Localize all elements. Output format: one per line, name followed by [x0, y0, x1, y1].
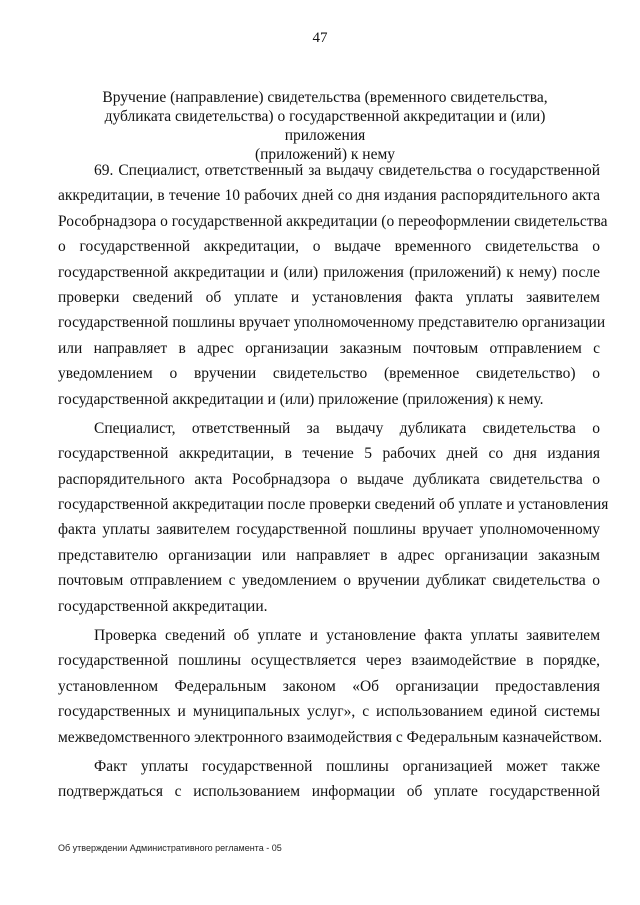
text-line: представителю организации или направляет в адрес организации заказным: [58, 546, 600, 564]
text-line: почтовым отправлением с уведомлением о вручении дубликат свидетельства о: [58, 572, 600, 590]
text-line: государственной аккредитации и (или) приложение (приложения) к нему.: [58, 390, 544, 408]
page-footer: Об утверждении Административного регламента - 05: [58, 843, 282, 853]
document-body: [58, 158, 609, 809]
section-title: [90, 88, 560, 164]
paragraph: [58, 754, 600, 805]
paragraph: [58, 416, 609, 619]
page-number: 47: [312, 30, 328, 46]
text-line: государственной аккредитации, в течение 5 рабочих дней со дня издания: [58, 445, 600, 463]
paragraph: [58, 158, 608, 412]
text-line: или направляет в адрес организации заказным почтовым отправлением с: [58, 339, 600, 357]
text-line: межведомственного электронного взаимодействия с Федеральным казначейством.: [58, 728, 603, 746]
text-line: факта уплаты заявителем государственной пошлины вручает уполномоченному: [58, 521, 600, 539]
title-line: (приложений) к нему: [254, 146, 396, 163]
text-line: государственной аккредитации и (или) приложения (приложений) к нему) после: [58, 263, 600, 281]
text-line: подтверждаться с использованием информации об уплате государственной: [58, 783, 600, 801]
text-line: проверки сведений об уплате и установления факта уплаты заявителем: [58, 288, 600, 306]
text-line: о государственной аккредитации, о выдаче временного свидетельства о: [58, 238, 600, 256]
text-line: государственной пошлины вручает уполномоченному представителю организации: [58, 314, 606, 332]
text-line: государственных и муниципальных услуг», с использованием единой системы: [58, 703, 600, 721]
text-line: государственной аккредитации после проверки сведений об уплате и установления: [58, 496, 609, 514]
text-line: Факт уплаты государственной пошлины организацией может также: [94, 757, 600, 775]
text-line: установленном Федеральным законом «Об организации предоставления: [58, 677, 600, 695]
text-line: Специалист, ответственный за выдачу дубликата свидетельства о: [94, 419, 600, 437]
text-line: государственной пошлины осуществляется через взаимодействие в порядке,: [58, 652, 600, 670]
text-line: Рособрнадзора о государственной аккредитации (о переоформлении свидетельства: [58, 212, 608, 230]
text-line: государственной аккредитации.: [58, 597, 268, 615]
title-line: Вручение (направление) свидетельства (временного свидетельства,: [102, 89, 548, 106]
text-line: 69. Специалист, ответственный за выдачу свидетельства о государственной: [94, 162, 600, 179]
text-line: распорядительного акта Рособрнадзора о выдаче дубликата свидетельства о: [58, 470, 600, 488]
paragraph: [58, 623, 603, 750]
text-line: Проверка сведений об уплате и установление факта уплаты заявителем: [94, 627, 600, 645]
text-line: аккредитации, в течение 10 рабочих дней со дня издания распорядительного акта: [58, 187, 600, 205]
text-line: уведомлением о вручении свидетельство (временное свидетельство) о: [58, 365, 600, 383]
title-line: дубликата свидетельства) о государственной аккредитации и (или) приложения: [104, 108, 546, 144]
